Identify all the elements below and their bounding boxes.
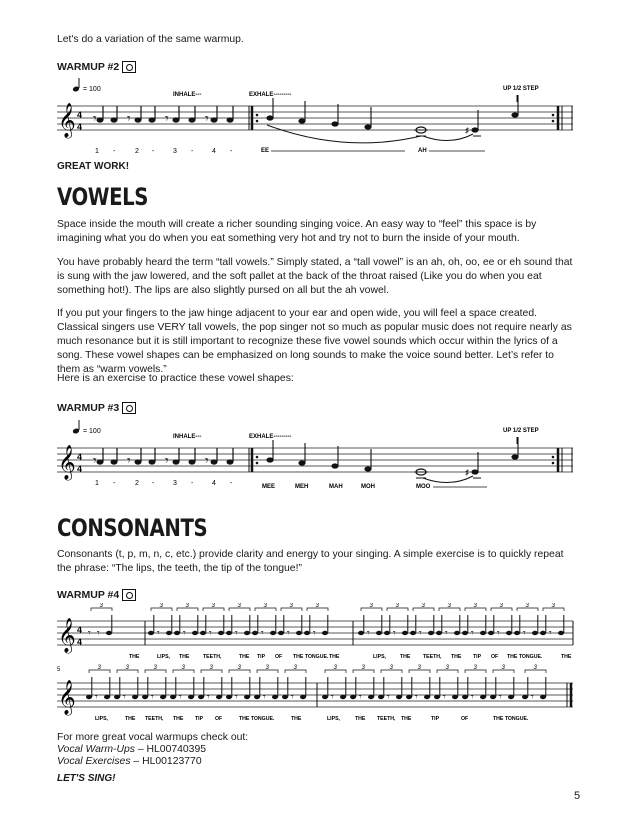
svg-text:MEE: MEE	[262, 484, 276, 490]
triplet-number: 3	[97, 665, 101, 671]
rest-icon: 𝄾	[471, 692, 474, 703]
svg-text:𝄾: 𝄾	[205, 110, 209, 126]
lyric-word: THE	[179, 654, 190, 660]
rest-icon: 𝄾	[497, 628, 500, 639]
more-warmups-text: For more great vocal warmups check out:	[57, 732, 249, 743]
note-head	[396, 695, 402, 699]
warmup-4-label	[57, 589, 136, 601]
note-head	[160, 695, 166, 699]
note-head	[358, 631, 364, 635]
svg-text:4: 4	[77, 464, 83, 474]
triplet-groups	[86, 665, 546, 703]
book-2	[57, 755, 575, 769]
lyric-word: TIP	[473, 654, 482, 660]
rest-icon: 𝄾	[235, 628, 238, 639]
svg-text:𝄾: 𝄾	[127, 452, 131, 468]
lyric-word: TEETH,	[423, 654, 442, 660]
tempo-marking	[72, 78, 101, 93]
lyric-word: TEETH,	[145, 716, 164, 722]
book-1-code: – HL00740395	[134, 744, 207, 755]
svg-text:𝄾: 𝄾	[205, 452, 209, 468]
lyric-word: THE	[329, 654, 340, 660]
triplet-number: 3	[499, 603, 503, 609]
note-head	[350, 695, 356, 699]
triplet-number: 3	[289, 603, 293, 609]
note-head	[278, 631, 284, 635]
rest-icon: 𝄾	[157, 628, 160, 639]
time-sig-bottom: 4	[77, 122, 83, 132]
warmup-2-staff	[55, 76, 580, 158]
note-head	[406, 695, 412, 699]
treble-clef-icon: 𝄞	[58, 446, 76, 479]
note-head	[200, 631, 206, 635]
lyric-word: THE	[401, 716, 412, 722]
lyric-word: THE	[125, 716, 136, 722]
lyric-word: THE	[129, 654, 140, 660]
svg-text:4: 4	[212, 480, 216, 487]
note-head	[170, 695, 176, 699]
svg-text:𝄾: 𝄾	[93, 452, 97, 468]
rest-icon: 𝄾	[445, 628, 448, 639]
lyric-word: TEETH,	[203, 654, 222, 660]
note-head	[506, 631, 512, 635]
note-head	[142, 695, 148, 699]
note-head	[188, 695, 194, 699]
svg-text:-: -	[191, 148, 194, 155]
svg-text:-: -	[152, 480, 155, 487]
consonants-paragraph: Consonants (t, p, m, n, c, etc.) provide clarity and energy to your singing. A simple exercise is to quickly repeat the phrase: “The lips, the teeth, the tip of the tongue!”	[57, 549, 564, 574]
warmup-2-title: WARMUP #2	[57, 61, 120, 73]
warmup-4-staff-row-1	[55, 603, 580, 663]
triplet-number: 3	[181, 665, 185, 671]
svg-text:MEH: MEH	[295, 484, 309, 490]
rest-icon: 𝄾	[291, 692, 294, 703]
rest-icon: 𝄾	[531, 692, 534, 703]
svg-text:-: -	[230, 148, 233, 155]
note-head	[368, 695, 374, 699]
svg-text:4: 4	[212, 148, 216, 155]
triplet-number: 3	[369, 603, 373, 609]
lyric-word: LIPS,	[327, 716, 340, 722]
note-head	[104, 695, 110, 699]
note-head	[272, 695, 278, 699]
rest-icon: 𝄾	[88, 628, 91, 639]
audio-track-icon[interactable]	[122, 589, 136, 601]
note-head	[488, 631, 494, 635]
note-head	[410, 631, 416, 635]
note-head	[226, 631, 232, 635]
note-head	[252, 631, 258, 635]
note-head	[322, 631, 328, 635]
rest-icon: 𝄾	[287, 628, 290, 639]
triplet-number: 3	[417, 665, 421, 671]
audio-track-icon[interactable]	[122, 61, 136, 73]
triplet-number: 3	[209, 665, 213, 671]
note-head	[376, 631, 382, 635]
tempo-text: = 100	[83, 86, 101, 93]
note-head	[532, 631, 538, 635]
svg-text:𝄾: 𝄾	[93, 110, 97, 126]
note-head	[514, 631, 520, 635]
page-number: 5	[574, 790, 581, 802]
triplet-number: 3	[99, 603, 103, 609]
note-head	[174, 631, 180, 635]
triplet-number: 3	[159, 603, 163, 609]
tempo-text: = 100	[83, 428, 101, 435]
note-head	[322, 695, 328, 699]
svg-text:-: -	[113, 480, 116, 487]
lets-sing-text: LET'S SING!	[57, 773, 116, 784]
note-head	[198, 695, 204, 699]
note-head	[424, 695, 430, 699]
triplet-number: 3	[445, 665, 449, 671]
svg-text:-: -	[152, 148, 155, 155]
lyric-word: TIP	[431, 716, 440, 722]
lyric-word: TIP	[257, 654, 266, 660]
note-head	[216, 695, 222, 699]
note-head	[384, 631, 390, 635]
lyric-word: THE	[561, 654, 572, 660]
svg-text:MOH: MOH	[361, 484, 375, 490]
rest-icon: 𝄾	[443, 692, 446, 703]
triplet-number: 3	[421, 603, 425, 609]
note-head	[434, 695, 440, 699]
audio-track-icon[interactable]	[122, 402, 136, 414]
svg-text:2: 2	[135, 480, 139, 487]
note-head	[148, 631, 154, 635]
note-head	[340, 695, 346, 699]
note-head	[452, 695, 458, 699]
triplet-number: 3	[447, 603, 451, 609]
count-labels	[95, 148, 233, 155]
note-head	[114, 695, 120, 699]
rest-icon: 𝄾	[183, 628, 186, 639]
exhale-label: EXHALE---------	[249, 434, 292, 440]
svg-text:-: -	[191, 480, 194, 487]
svg-text:𝄾: 𝄾	[127, 110, 131, 126]
vowel-syllables	[262, 484, 431, 490]
triplet-number: 3	[211, 603, 215, 609]
svg-text:-: -	[113, 148, 116, 155]
triplet-number: 3	[473, 665, 477, 671]
lyric-word: TIP	[195, 716, 204, 722]
note-head	[132, 695, 138, 699]
triplet-number: 3	[333, 665, 337, 671]
note-head	[192, 631, 198, 635]
rest-icon: 𝄾	[367, 628, 370, 639]
triplet-number: 3	[237, 603, 241, 609]
tempo-marking	[72, 420, 101, 435]
svg-text:3: 3	[173, 148, 177, 155]
rest-icon: 𝄾	[263, 692, 266, 703]
svg-text:3: 3	[173, 480, 177, 487]
intro-text: Let's do a variation of the same warmup.	[57, 34, 244, 45]
lyric-word: OF	[461, 716, 469, 722]
note-head	[244, 631, 250, 635]
note-head	[106, 631, 112, 635]
triplet-number: 3	[185, 603, 189, 609]
warmup-3-label	[57, 402, 136, 414]
vowels-paragraph-1: Space inside the mouth will create a richer sounding singing voice. An easy way to “feel” this space is by imagining what you do when you eat something very hot and try not to burn the inside of your mouth.	[57, 219, 537, 244]
note-head	[304, 631, 310, 635]
book-1-title: Vocal Warm-Ups	[57, 744, 135, 755]
step-label: UP 1/2 STEP	[503, 428, 539, 434]
rest-icon: 𝄾	[209, 628, 212, 639]
exhale-label: EXHALE---------	[249, 92, 292, 98]
melody-notes	[266, 115, 371, 129]
vowels-heading: VOWELS	[57, 183, 149, 211]
note-head	[436, 631, 442, 635]
triplet-number: 3	[263, 603, 267, 609]
svg-text:𝄾: 𝄾	[165, 452, 169, 468]
rest-icon: 𝄾	[179, 692, 182, 703]
lyric-word: OF	[275, 654, 283, 660]
treble-clef-icon: 𝄞	[58, 681, 76, 714]
rest-icon: 𝄾	[207, 692, 210, 703]
rest-icon: 𝄾	[499, 692, 502, 703]
triplet-number: 3	[551, 603, 555, 609]
note-head	[402, 631, 408, 635]
rest-icon: 𝄾	[523, 628, 526, 639]
vowels-paragraph-4: Here is an exercise to practice these vowel shapes:	[57, 373, 294, 384]
triplet-number: 3	[389, 665, 393, 671]
note-head	[254, 695, 260, 699]
lyric-word: TEETH,	[377, 716, 396, 722]
consonants-heading: CONSONANTS	[57, 514, 208, 542]
triplet-number: 3	[525, 603, 529, 609]
rest-icon: 𝄾	[393, 628, 396, 639]
note-head	[244, 695, 250, 699]
treble-clef-icon: 𝄞	[58, 104, 76, 137]
inhale-label: INHALE---	[173, 92, 202, 98]
triplet-number: 3	[361, 665, 365, 671]
lyric-word: THE	[291, 716, 302, 722]
note-head	[490, 695, 496, 699]
svg-text:MAH: MAH	[329, 484, 343, 490]
triplet-number: 3	[473, 603, 477, 609]
lyric-word: THE	[451, 654, 462, 660]
svg-text:4: 4	[77, 637, 83, 647]
warmup-4-staff-row-2	[55, 663, 580, 725]
time-sig-top: 4	[77, 110, 83, 120]
lyric-word: OF	[491, 654, 499, 660]
note-head	[296, 631, 302, 635]
rest-icon: 𝄾	[387, 692, 390, 703]
svg-text:1: 1	[95, 148, 99, 155]
vowels-paragraph-3: If you put your fingers to the jaw hinge adjacent to your ear and open wide, you will feel a space created. Classical singers use VERY tall vowels, the pop singer not so much as popular music does not require nearly as much resonance but it is still important to recognize these five vowel sounds which occur within the lyrics of a song. These vowel shapes can be emphasized on long sounds to make the voice sound better. Let’s refer to them as “warm vowels.”	[57, 308, 572, 375]
triplet-number: 3	[265, 665, 269, 671]
warmup-3-title: WARMUP #3	[57, 402, 120, 414]
note-head	[300, 695, 306, 699]
rest-icon: 𝄾	[97, 628, 100, 639]
note-head	[86, 695, 92, 699]
lyric-word: LIPS,	[157, 654, 170, 660]
note-head	[540, 631, 546, 635]
treble-clef-icon: 𝄞	[58, 619, 76, 652]
great-work-text: GREAT WORK!	[57, 161, 130, 172]
lyric-word: LIPS,	[95, 716, 108, 722]
rest-icon: 𝄾	[313, 628, 316, 639]
count-labels	[95, 480, 233, 487]
note-head	[218, 631, 224, 635]
rest-icon: 𝄾	[549, 628, 552, 639]
note-head	[462, 631, 468, 635]
svg-text:♯: ♯	[465, 126, 469, 135]
note-head	[428, 631, 434, 635]
triplet-number: 3	[153, 665, 157, 671]
rest-icon: 𝄾	[95, 692, 98, 703]
note-head	[166, 631, 172, 635]
rest-icon: 𝄾	[235, 692, 238, 703]
rest-icon: 𝄾	[471, 628, 474, 639]
vowels-paragraph-2: You have probably heard the term “tall vowels.” Simply stated, a “tall vowel” is an ah, oh, oo, ee or eh sound that is sung with the jaw lowered, and the soft pallet at the back of the throat raised (Like you do when you eat something hot!). The lips are also slightly pursed on all but the ah vowel.	[57, 257, 573, 296]
triplet-number: 3	[533, 665, 537, 671]
rest-icon: 𝄾	[415, 692, 418, 703]
triplet-number: 3	[125, 665, 129, 671]
book-2-title: Vocal Exercises	[57, 756, 131, 767]
syllable-ah: AH	[418, 148, 427, 154]
lyric-word: OF	[215, 716, 223, 722]
triplet-number: 3	[315, 603, 319, 609]
rest-icon: 𝄾	[151, 692, 154, 703]
lyrics-row-1	[129, 654, 572, 660]
rest-icon: 𝄾	[359, 692, 362, 703]
lyrics-row-2	[95, 716, 529, 722]
rest-icon: 𝄾	[331, 692, 334, 703]
svg-text:-: -	[230, 480, 233, 487]
triplet-number: 3	[293, 665, 297, 671]
note-head	[462, 695, 468, 699]
svg-text:4: 4	[77, 452, 83, 462]
lyric-word: THE TONGUE.	[493, 716, 529, 722]
lyric-word: LIPS,	[373, 654, 386, 660]
rest-icon: 𝄾	[419, 628, 422, 639]
svg-text:𝄾: 𝄾	[165, 110, 169, 126]
note-head	[454, 631, 460, 635]
svg-text:2: 2	[135, 148, 139, 155]
note-head	[558, 631, 564, 635]
note-head	[378, 695, 384, 699]
svg-text:4: 4	[77, 625, 83, 635]
rest-icon: 𝄾	[261, 628, 264, 639]
lyric-word: THE	[173, 716, 184, 722]
lyric-word: THE	[355, 716, 366, 722]
lyric-word: THE TONGUE.	[507, 654, 543, 660]
svg-text:MOO: MOO	[416, 484, 431, 490]
triplet-number: 3	[501, 665, 505, 671]
book-2-code: – HL00123770	[130, 756, 202, 767]
lyric-word: THE	[400, 654, 411, 660]
warmup-3-staff	[55, 418, 580, 500]
inhale-label: INHALE---	[173, 434, 202, 440]
note-head	[226, 695, 232, 699]
lyric-word: THE TONGUE.	[239, 716, 275, 722]
lyric-word: THE	[239, 654, 250, 660]
note-head	[508, 695, 514, 699]
note-head	[282, 695, 288, 699]
note-head	[522, 695, 528, 699]
svg-text:1: 1	[95, 480, 99, 487]
note-head	[270, 631, 276, 635]
note-head	[480, 695, 486, 699]
triplet-number: 3	[237, 665, 241, 671]
step-label: UP 1/2 STEP	[503, 86, 539, 92]
warmup-2-label	[57, 61, 136, 73]
measure-number: 5	[57, 667, 61, 673]
svg-text:♯: ♯	[465, 468, 469, 477]
note-head	[540, 695, 546, 699]
lyric-word: THE TONGUE.	[293, 654, 329, 660]
syllable-ee: EE	[261, 148, 270, 154]
warmup-4-title: WARMUP #4	[57, 589, 120, 601]
triplet-number: 3	[395, 603, 399, 609]
note-head	[480, 631, 486, 635]
rest-icon: 𝄾	[123, 692, 126, 703]
